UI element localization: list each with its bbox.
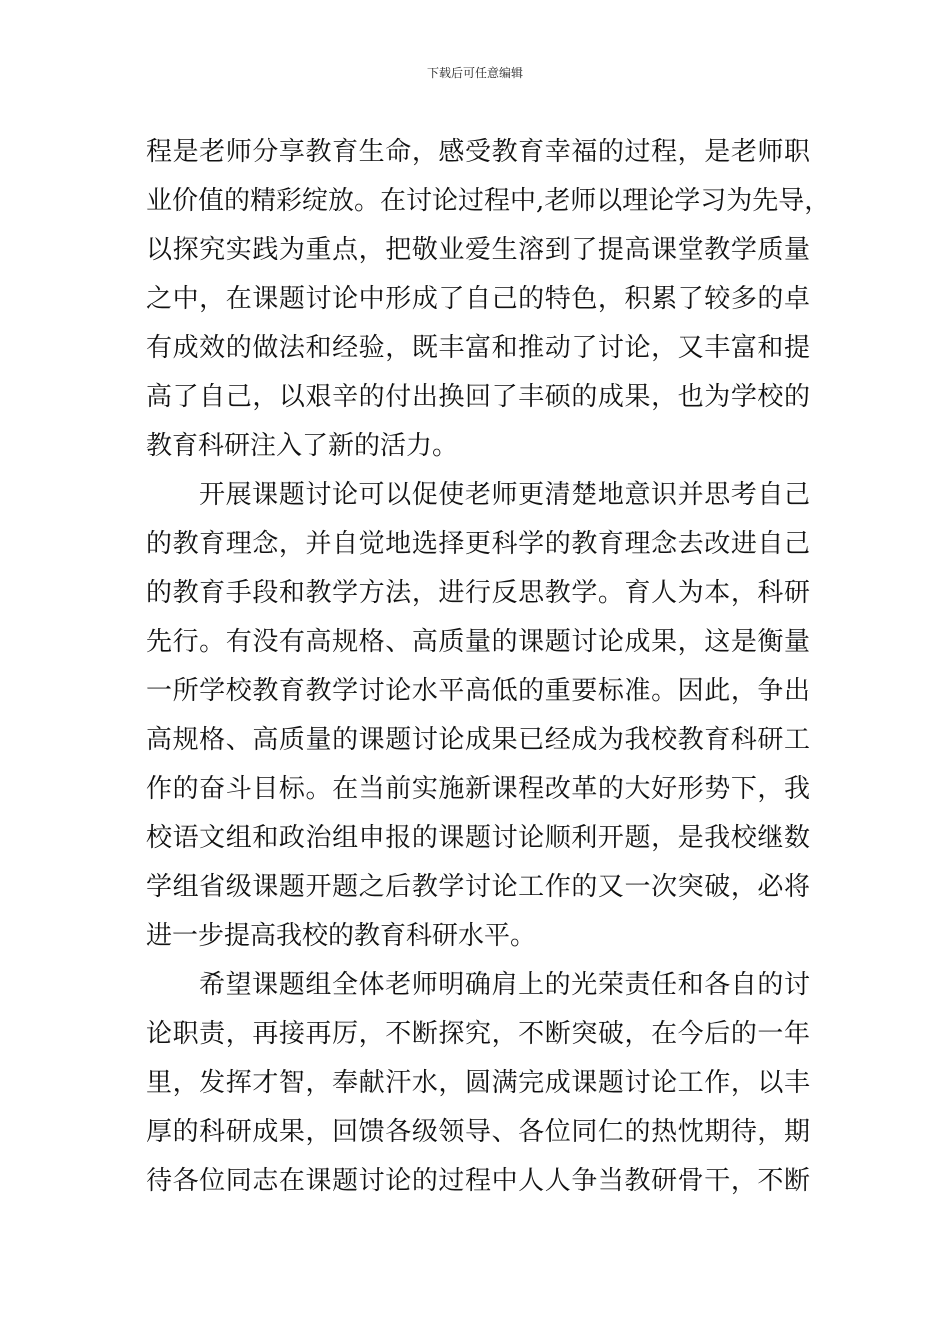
page-header: 下载后可任意编辑 [426,66,523,80]
text-line: 校语文组和政治组申报的课题讨论顺利开题，是我校继数 [146,823,810,853]
text-line: 教育科研注入了新的活力。 [146,431,459,461]
paragraph-1 [146,128,831,471]
text-line: 希望课题组全体老师明确肩上的光荣责任和各自的讨 [199,970,810,1000]
text-line: 先行。有没有高规格、高质量的课题讨论成果，这是衡量 [146,627,810,657]
text-line: 开展课题讨论可以促使老师更清楚地意识并思考自己 [199,480,810,510]
text-line: 学组省级课题开题之后教学讨论工作的又一次突破，必将 [146,872,810,902]
text-line: 有成效的做法和经验，既丰富和推动了讨论，又丰富和提 [146,333,810,363]
text-line: 待各位同志在课题讨论的过程中人人争当教研骨干，不断 [146,1166,810,1196]
text-line: 里，发挥才智，奉献汗水，圆满完成课题讨论工作，以丰 [146,1068,810,1098]
text-line: 作的奋斗目标。在当前实施新课程改革的大好形势下，我 [146,774,810,804]
paragraph-2 [146,471,810,961]
text-line: 之中，在课题讨论中形成了自己的特色，积累了较多的卓 [146,284,810,314]
text-line: 进一步提高我校的教育科研水平。 [146,921,537,951]
text-line: 程是老师分享教育生命，感受教育幸福的过程，是老师职 [146,137,810,167]
text-line: 以探究实践为重点，把敬业爱生溶到了提高课堂教学质量 [146,235,810,265]
text-line: 的教育理念，并自觉地选择更科学的教育理念去改进自己 [146,529,810,559]
text-line: 厚的科研成果，回馈各级领导、各位同仁的热忱期待，期 [146,1117,810,1147]
text-line: 高规格、高质量的课题讨论成果已经成为我校教育科研工 [146,725,810,755]
text-line: 业价值的精彩绽放。在讨论过程中,老师以理论学习为先导， [146,186,831,216]
paragraph-3 [146,961,810,1206]
text-line: 论职责，再接再厉，不断探究，不断突破，在今后的一年 [146,1019,810,1049]
text-line: 高了自己，以艰辛的付出换回了丰硕的成果，也为学校的 [146,382,810,412]
document-body [146,128,831,1206]
text-line: 的教育手段和教学方法，进行反思教学。育人为本，科研 [146,578,810,608]
text-line: 一所学校教育教学讨论水平高低的重要标准。因此，争出 [146,676,810,706]
